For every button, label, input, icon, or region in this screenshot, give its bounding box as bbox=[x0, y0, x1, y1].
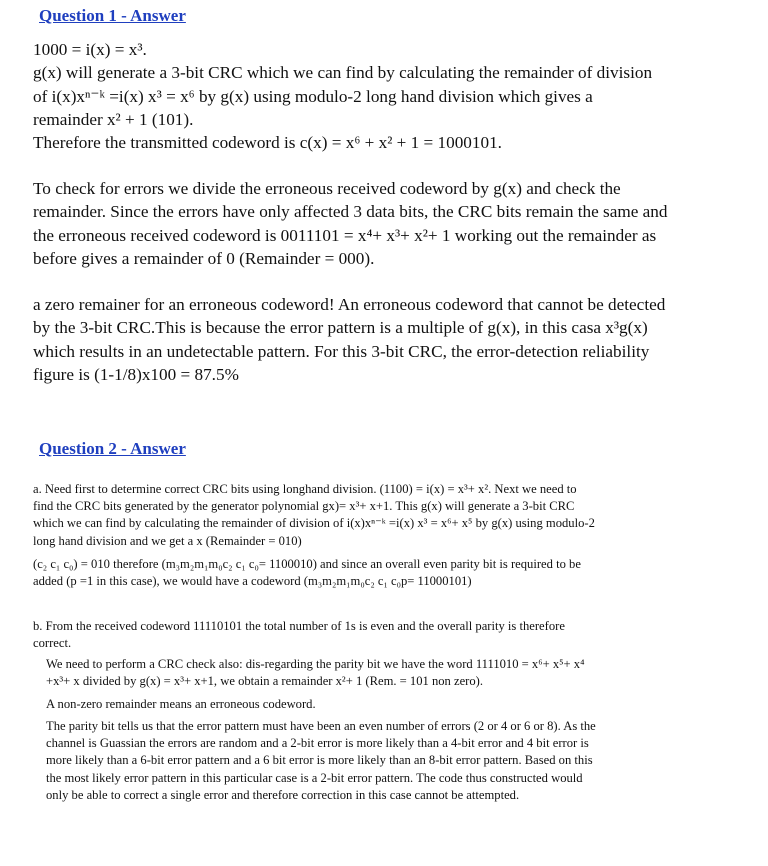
q2-part-b bbox=[33, 618, 565, 652]
text-line: (c₂ c₁ c₀) = 010 therefore (m₃m₂m₁m₀c₂ c₁ c₀= 1100010) and since an overall even parity bit is required to be bbox=[33, 557, 581, 571]
text-line: figure is (1-1/8)x100 = 87.5% bbox=[33, 364, 239, 384]
text-line: before gives a remainder of 0 (Remainder = 000). bbox=[33, 248, 375, 268]
text-line: g(x) will generate a 3-bit CRC which we can find by calculating the remainder of division bbox=[33, 63, 653, 83]
text-line: correct. bbox=[33, 636, 72, 651]
text-line: b. From the received codeword 11110101 the total number of 1s is even and the overall parity is therefore bbox=[33, 619, 565, 633]
text-line: The parity bit tells us that the error pattern must have been an even number of errors (2 or 4 or 6 or 8). As the bbox=[46, 719, 596, 733]
text-line: the erroneous received codeword is 0011101 = x⁴+ x³+ x²+ 1 working out the remainder as bbox=[33, 225, 657, 245]
text-line: which results in an undetectable pattern. For this 3-bit CRC, the error-detection reliability bbox=[33, 341, 650, 361]
text-line: of i(x)xⁿ⁻ᵏ =i(x) x³ = x⁶ by g(x) using modulo-2 long hand division which gives a bbox=[33, 86, 593, 106]
text-line: added (p =1 in this case), we would have a codeword (m₃m₂m₁m₀c₂ c₁ c₀p= 11000101) bbox=[33, 574, 472, 589]
text-line: a zero remainer for an erroneous codeword! An erroneous codeword that cannot be detected bbox=[33, 295, 666, 314]
text-line: 1000 = i(x) = x³. bbox=[33, 40, 147, 59]
text-line: long hand division and we get a x (Remainder = 010) bbox=[33, 533, 302, 548]
text-line: We need to perform a CRC check also: dis-regarding the parity bit we have the word 1111010 = x⁶+ x⁵+ x⁴ bbox=[46, 657, 585, 671]
text-line: To check for errors we divide the erroneous received codeword by g(x) and check the bbox=[33, 179, 621, 198]
text-line: Therefore the transmitted codeword is c(x) = x⁶ + x² + 1 = 1000101. bbox=[33, 133, 502, 153]
text-line: remainder x² + 1 (101). bbox=[33, 109, 194, 129]
text-line: more likely than a 6-bit error pattern and a 6 bit error is more likely than an 8-bit error pattern. Based on this bbox=[46, 753, 593, 768]
text-line: remainder. Since the errors have only affected 3 data bits, the CRC bits remain the same and bbox=[33, 202, 668, 222]
text-line: a. Need first to determine correct CRC bits using longhand division. (1100) = i(x) = x³+ x². Next we need to bbox=[33, 482, 577, 496]
text-line: which we can find by calculating the remainder of division of i(x)xⁿ⁻ᵏ =i(x) x³ = x⁶+ x⁵ by g(x) using modulo-2 bbox=[33, 516, 595, 531]
text-line: channel is Guassian the errors are random and a 2-bit error is more likely than a 4-bit error and 4 bit error is bbox=[46, 736, 589, 751]
text-line: +x³+ x divided by g(x) = x³+ x+1, we obtain a remainder x²+ 1 (Rem. = 101 non zero). bbox=[46, 674, 484, 689]
q1-paragraph-3 bbox=[33, 293, 665, 386]
text-line: the most likely error pattern in this particular case is a 2-bit error pattern. The code thus constructed would bbox=[46, 770, 583, 785]
question-1-heading: Question 1 - Answer bbox=[39, 6, 186, 25]
q2-part-b-parity-discussion bbox=[46, 718, 596, 804]
q1-paragraph-2 bbox=[33, 177, 667, 270]
q2-part-b-crc-check bbox=[46, 656, 584, 690]
q2-part-a-codeword bbox=[33, 556, 581, 590]
text-line: find the CRC bits generated by the generator polynomial gx)= x³+ x+1. This g(x) will generate a 3-bit CRC bbox=[33, 499, 575, 514]
text-line: by the 3-bit CRC.This is because the error pattern is a multiple of g(x), in this casa x³g(x) bbox=[33, 318, 648, 338]
q2-part-b-conclusion: A non-zero remainder means an erroneous codeword. bbox=[46, 697, 316, 711]
question-2-heading: Question 2 - Answer bbox=[39, 439, 186, 458]
q1-paragraph-1 bbox=[33, 38, 652, 154]
text-line: only be able to correct a single error and therefore correction in this case cannot be attempted. bbox=[46, 787, 520, 802]
q2-part-a bbox=[33, 481, 595, 550]
